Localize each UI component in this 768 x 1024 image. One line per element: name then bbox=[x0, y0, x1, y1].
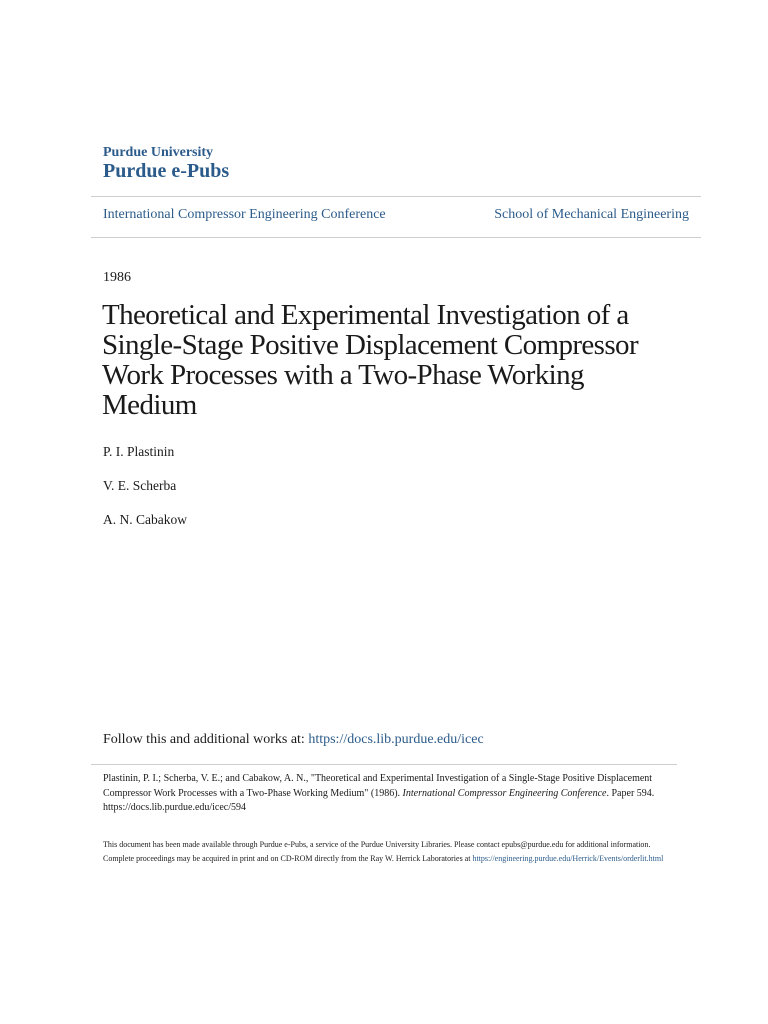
author-1: P. I. Plastinin bbox=[103, 444, 175, 459]
repository-link[interactable]: Purdue e-Pubs bbox=[103, 160, 230, 182]
publication-year: 1986 bbox=[103, 270, 131, 285]
follow-label: Follow this and additional works at: bbox=[103, 732, 309, 747]
proceedings-notice: Complete proceedings may be acquired in print and on CD-ROM directly from the Ray W. Herrick Laboratories at bbox=[103, 853, 473, 863]
citation-paper-number: . Paper 594. bbox=[606, 787, 655, 799]
divider-series bbox=[91, 237, 701, 238]
author-2: V. E. Scherba bbox=[103, 478, 177, 493]
availability-notice: This document has been made available through Purdue e-Pubs, a service of the Purdue University Libraries. Please contact epubs@purdue.edu for additional information. bbox=[103, 840, 651, 849]
divider-top bbox=[91, 196, 701, 197]
conference-link[interactable]: International Compressor Engineering Conference bbox=[103, 207, 386, 222]
notice-block bbox=[103, 838, 678, 865]
citation-url: https://docs.lib.purdue.edu/icec/594 bbox=[103, 802, 247, 813]
university-name: Purdue University bbox=[103, 145, 214, 160]
follow-url-link[interactable]: https://docs.lib.purdue.edu/icec bbox=[308, 732, 484, 747]
divider-citation bbox=[91, 764, 677, 765]
proceedings-link[interactable]: https://engineering.purdue.edu/Herrick/Events/orderlit.html bbox=[472, 853, 664, 863]
author-3: A. N. Cabakow bbox=[103, 512, 187, 527]
school-link[interactable]: School of Mechanical Engineering bbox=[494, 207, 689, 222]
paper-title: Theoretical and Experimental Investigation of a Single-Stage Positive Displacement Compressor Work Processes with a Two-Phase Working Medium bbox=[102, 299, 639, 421]
citation-venue: International Compressor Engineering Conference bbox=[402, 787, 607, 799]
citation-block bbox=[103, 772, 663, 816]
follow-line bbox=[103, 732, 484, 748]
citation-text: Plastinin, P. I.; Scherba, V. E.; and Cabakow, A. N., "Theoretical and Experimental Investigation of a Single-Stage Positive Displacement Compressor Work Processes with a Two-Phase Working Medium" (1986). bbox=[103, 773, 653, 799]
